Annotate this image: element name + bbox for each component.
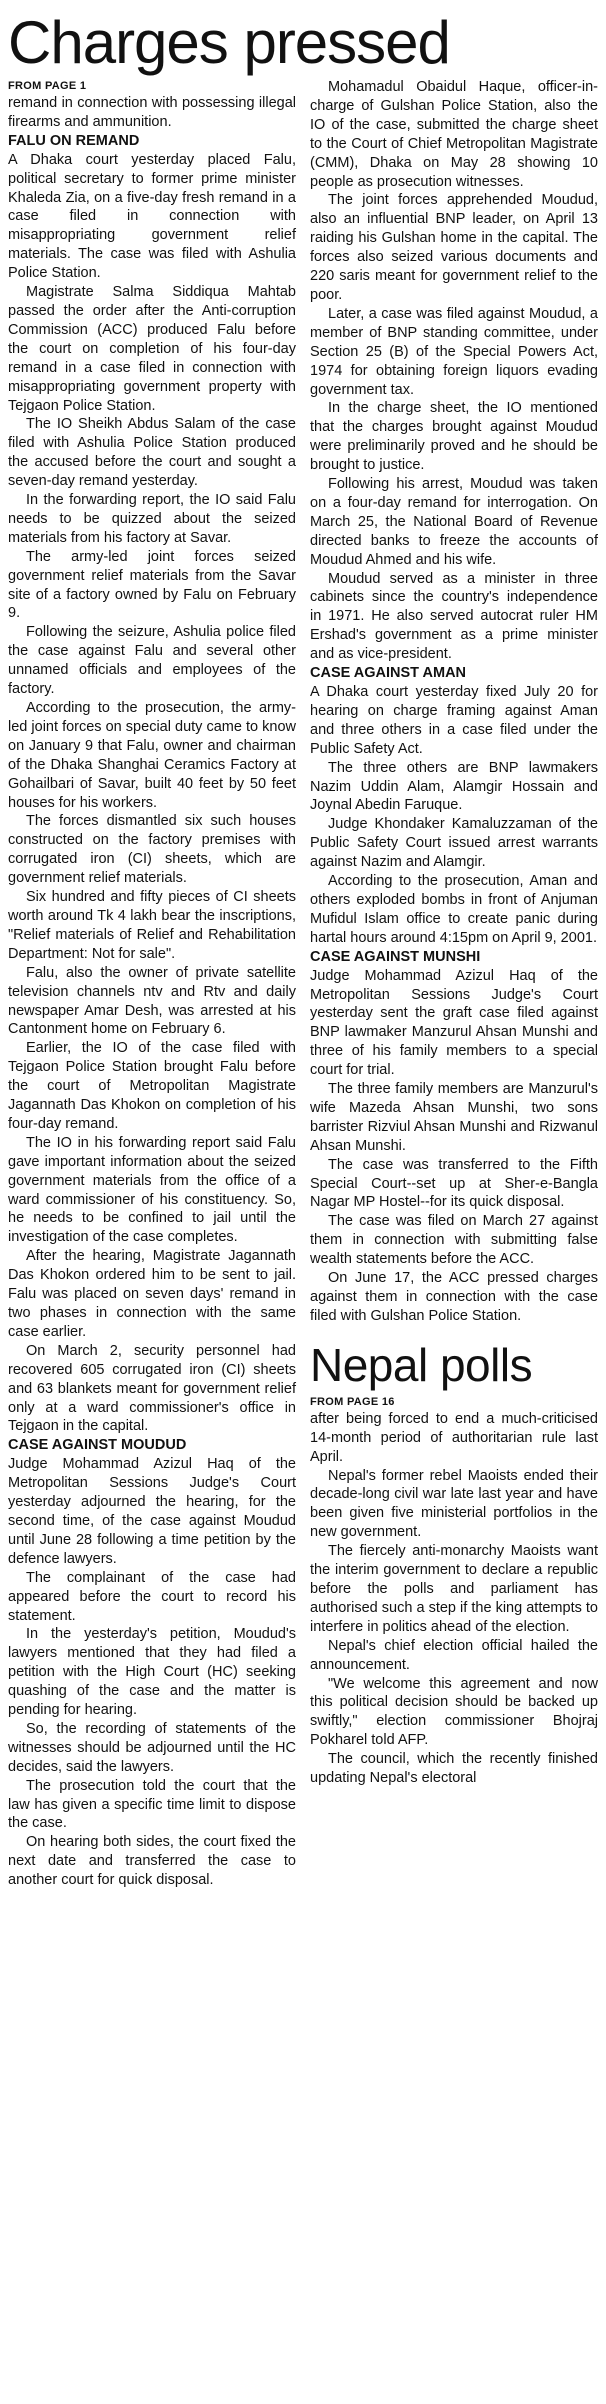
article-paragraph: Magistrate Salma Siddiqua Mahtab passed the order after the Anti-corruption Commission (ACC) produced Falu before the court on completion of his four-day remand in a case filed in connection with misappropriating government property with Tejgaon Police Station.: [8, 284, 296, 414]
right-column: [310, 78, 598, 1788]
section-subhead: FALU ON REMAND: [8, 132, 140, 149]
left-column: [8, 78, 296, 1890]
article-paragraph: So, the recording of statements of the witnesses should be adjourned until the HC decides, said the lawyers.: [8, 1720, 296, 1775]
article-paragraph: According to the prosecution, Aman and others exploded bombs in front of Anjuman Mufidul Islam office to create panic during hartal hours around 4:15pm on April 9, 2001.: [310, 873, 598, 946]
article-paragraph: The IO in his forwarding report said Falu gave important information about the seized government materials from the office of a ward commissioner of his constituency. So, he needs to be confined to jail until the investigation of the case completes.: [8, 1134, 296, 1246]
article-paragraph: Falu, also the owner of private satellite television channels ntv and Rtv and daily newspaper Amar Desh, was arrested at his Cantonment home on February 6.: [8, 964, 296, 1038]
article-paragraph: Mohamadul Obaidul Haque, officer-in-charge of Gulshan Police Station, also the IO of the case, submitted the charge sheet to the Court of Chief Metropolitan Magistrate (CMM), Dhaka on May 28 showing 10 people as prosecution witnesses.: [310, 79, 598, 190]
article-paragraph: The case was transferred to the Fifth Special Court--set up at Sher-e-Bangla Nagar MP Hostel--for its quick disposal.: [310, 1156, 598, 1211]
headline-charges-pressed: Charges pressed: [8, 9, 450, 76]
section-subhead: CASE AGAINST AMAN: [310, 665, 467, 682]
kicker-from-page: FROM PAGE 1: [8, 80, 87, 92]
article-paragraph: According to the prosecution, the army-led joint forces on special duty came to know on January 9 that Falu, owner and chairman of the Dhaka Shanghai Ceramics Factory at Gohailbari of Savar, built 40 feet by 50 feet houses for his workers.: [8, 700, 296, 811]
article-paragraph: after being forced to end a much-criticised 14-month period of authoritarian rule last April.: [310, 1410, 598, 1465]
article-paragraph: On June 17, the ACC pressed charges against them in connection with the case filed with Gulshan Police Station.: [310, 1270, 598, 1324]
article-paragraph: Following the seizure, Ashulia police filed the case against Falu and several other unnamed officials and employees of the factory.: [8, 624, 296, 698]
article-paragraph: A Dhaka court yesterday fixed July 20 for hearing on charge framing against Aman and three others in a case filed under the Public Safety Act.: [310, 684, 598, 757]
section-subhead: CASE AGAINST MOUDUD: [8, 1437, 187, 1454]
article-paragraph: The fiercely anti-monarchy Maoists want the interim government to declare a republic before the polls and parliament has authorised such a step if the king attempts to interfere in politics ahead of the election.: [310, 1543, 598, 1635]
headline-nepal-polls: Nepal polls: [310, 1338, 533, 1391]
article-paragraph: The forces dismantled six such houses constructed on the factory premises with corrugated iron (CI) sheets, which are government relief materials.: [8, 813, 296, 887]
article-paragraph: The complainant of the case had appeared before the court to record his statement.: [8, 1569, 296, 1624]
lead-paragraph: remand in connection with possessing illegal firearms and ammunition.: [8, 95, 296, 130]
article-paragraph: Nepal's chief election official hailed the announcement.: [310, 1637, 598, 1673]
article-paragraph: The army-led joint forces seized government relief materials from the Savar site of a factory owned by Falu on February 9.: [8, 548, 296, 622]
article-paragraph: In the forwarding report, the IO said Falu needs to be quizzed about the seized materials from his factory at Savar.: [8, 492, 296, 546]
article-paragraph: The council, which the recently finished updating Nepal's electoral: [310, 1751, 598, 1787]
article-paragraph: Judge Mohammad Azizul Haq of the Metropolitan Sessions Judge's Court yesterday sent the graft case filed against BNP lawmaker Manzurul Ahsan Munshi and three of his family members to a special court for trial.: [310, 967, 598, 1079]
article-paragraph: In the charge sheet, the IO mentioned that the charges brought against Moudud were preliminarily proved and he should be brought to justice.: [310, 400, 598, 474]
article-paragraph: Earlier, the IO of the case filed with Tejgaon Police Station brought Falu before the court of Metropolitan Magistrate Jagannath Das Khokon on completion of his four-day remand.: [8, 1040, 296, 1132]
article-paragraph: "We welcome this agreement and now this political decision should be backed up swiftly," election commissioner Bhojraj Pokharel told AFP.: [310, 1675, 598, 1749]
article-paragraph: Following his arrest, Moudud was taken on a four-day remand for interrogation. On March 25, the National Board of Revenue directed banks to freeze the accounts of Moudud Ahmed and his wife.: [310, 476, 598, 568]
article-columns: [8, 78, 598, 1890]
section-subhead: CASE AGAINST MUNSHI: [310, 948, 481, 965]
article-paragraph: Later, a case was filed against Moudud, a member of BNP standing committee, under Section 25 (B) of the Special Powers Act, 1974 for obtaining foreign liquors evading government tax.: [310, 305, 598, 398]
newspaper-page: [8, 8, 598, 2388]
article-paragraph: On hearing both sides, the court fixed the next date and transferred the case to another court for quick disposal.: [8, 1834, 296, 1889]
article-paragraph: After the hearing, Magistrate Jagannath Das Khokon ordered him to be sent to jail. Falu was placed on seven days' remand in two phases in connection with the same case earlier.: [8, 1248, 296, 1340]
kicker-from-page: FROM PAGE 16: [310, 1395, 395, 1408]
article-paragraph: The three others are BNP lawmakers Nazim Uddin Alam, Alamgir Hossain and Joynal Abedin Faruque.: [310, 759, 598, 814]
article-paragraph: Judge Mohammad Azizul Haq of the Metropolitan Sessions Judge's Court yesterday adjourned the hearing, for the second time, of the case against Moudud until June 28 following a time petition by the defence lawyers.: [8, 1456, 296, 1567]
article-paragraph: Judge Khondaker Kamaluzzaman of the Public Safety Court issued arrest warrants against Nazim and Alamgir.: [310, 816, 598, 871]
article-paragraph: The IO Sheikh Abdus Salam of the case filed with Ashulia Police Station produced the accused before the court and sought a seven-day remand yesterday.: [8, 416, 296, 490]
article-paragraph: Six hundred and fifty pieces of CI sheets worth around Tk 4 lakh bear the inscriptions, "Relief materials of Relief and Rehabilitation Department: Not for sale".: [8, 889, 296, 962]
article-paragraph: The joint forces apprehended Moudud, also an influential BNP leader, on April 13 raiding his Gulshan home in the capital. The forces also seized various documents and 220 saris meant for government relief to the poor.: [310, 192, 598, 303]
article-paragraph: The prosecution told the court that the law has given a specific time limit to dispose the case.: [8, 1777, 296, 1832]
article-paragraph: The three family members are Manzurul's wife Mazeda Ahsan Munshi, two sons barrister Rizviul Ahsan Munshi and Rizwanul Ahsan Munshi.: [310, 1081, 598, 1154]
article-paragraph: Moudud served as a minister in three cabinets since the country's independence in 1971. He also served autocrat ruler HM Ershad's government as a prime minister and as vice-president.: [310, 570, 598, 663]
article-paragraph: The case was filed on March 27 against them in connection with submitting false wealth statements before the ACC.: [310, 1213, 598, 1268]
article-paragraph: In the yesterday's petition, Moudud's lawyers mentioned that they had filed a petition with the High Court (HC) seeking quashing of the case and the matter is pending for hearing.: [8, 1626, 296, 1719]
article-paragraph: A Dhaka court yesterday placed Falu, political secretary to former prime minister Khaleda Zia, on a five-day fresh remand in a case filed in connection with misappropriating government relief materials. The case was filed with Ashulia Police Station.: [8, 151, 296, 282]
article-paragraph: On March 2, security personnel had recovered 605 corrugated iron (CI) sheets and 63 blankets meant for government relief only at a ward commissioner's office in Tejgaon in the capital.: [8, 1342, 296, 1435]
article-paragraph: Nepal's former rebel Maoists ended their decade-long civil war late last year and have been given five ministerial portfolios in the new government.: [310, 1467, 598, 1541]
